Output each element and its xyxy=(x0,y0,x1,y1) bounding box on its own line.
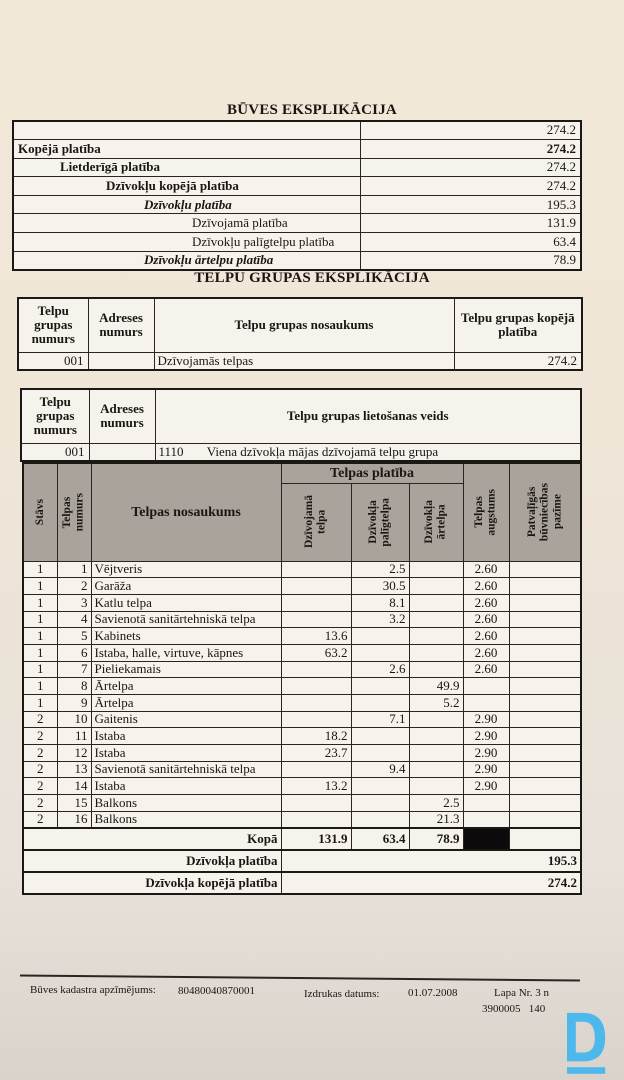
cell-patvalgas xyxy=(509,628,581,645)
lietosana-kods: 1110 xyxy=(158,443,184,459)
dzivokla-kopeja-value: 274.2 xyxy=(281,872,581,894)
cell-stavs: 2 xyxy=(23,811,57,828)
cell-patvalgas xyxy=(509,644,581,661)
footer-divider xyxy=(20,975,580,981)
cell-augstums xyxy=(463,678,509,695)
cell-patvalgas xyxy=(509,728,581,745)
cell-patvalgas xyxy=(509,811,581,828)
cell-telpas-numurs: 13 xyxy=(57,761,91,778)
buves-row xyxy=(13,158,581,177)
cell-paligtelpa xyxy=(351,644,409,661)
cell-artelpa: 5.2 xyxy=(409,695,463,712)
cell-patvalgas xyxy=(509,695,581,712)
cell-telpas-nosaukums: Kabinets xyxy=(91,628,281,645)
cell-telpas-numurs: 6 xyxy=(57,644,91,661)
cell-paligtelpa: 2.5 xyxy=(351,561,409,578)
kopa-paligtelpa: 63.4 xyxy=(351,828,409,850)
cell-stavs: 2 xyxy=(23,761,57,778)
cell-telpas-numurs: 2 xyxy=(57,578,91,595)
cell-telpas-nosaukums: Savienotā sanitārtehniskā telpa xyxy=(91,611,281,628)
grupas-nosaukums: Dzīvojamās telpas xyxy=(154,352,454,370)
cell-augstums: 2.90 xyxy=(463,711,509,728)
buves-row xyxy=(13,233,581,252)
cell-telpas-numurs: 1 xyxy=(57,561,91,578)
dzivokla-platiba-value: 195.3 xyxy=(281,850,581,872)
table-row xyxy=(23,778,581,795)
cell-artelpa xyxy=(409,594,463,611)
cell-dzivojama xyxy=(281,678,351,695)
telpas-table xyxy=(22,462,582,895)
buves-row xyxy=(13,195,581,214)
cell-stavs: 2 xyxy=(23,711,57,728)
cell-augstums: 2.60 xyxy=(463,611,509,628)
cell-stavs: 1 xyxy=(23,661,57,678)
cell-augstums: 2.90 xyxy=(463,728,509,745)
logo-underline xyxy=(567,1067,605,1074)
cell-patvalgas xyxy=(509,745,581,762)
cell-telpas-numurs: 5 xyxy=(57,628,91,645)
cell-telpas-nosaukums: Ārtelpa xyxy=(91,678,281,695)
cell-stavs: 2 xyxy=(23,795,57,812)
header-lietosana-adrese: Adreses numurs xyxy=(89,389,155,443)
table-row xyxy=(23,811,581,828)
header-paligtelpa: Dzīvokļa palīgtelpa xyxy=(351,483,409,561)
cell-telpas-numurs: 10 xyxy=(57,711,91,728)
kopa-patvalgas xyxy=(509,828,581,850)
lietosana-numurs: 001 xyxy=(21,443,89,461)
cell-augstums xyxy=(463,811,509,828)
cell-dzivojama xyxy=(281,661,351,678)
cell-telpas-nosaukums: Savienotā sanitārtehniskā telpa xyxy=(91,761,281,778)
cell-patvalgas xyxy=(509,561,581,578)
cell-augstums: 2.60 xyxy=(463,561,509,578)
buves-row xyxy=(13,251,581,270)
datums-value: 01.07.2008 xyxy=(408,987,458,999)
cell-artelpa xyxy=(409,711,463,728)
cell-artelpa xyxy=(409,611,463,628)
grupas-numurs: 001 xyxy=(18,352,88,370)
grupas-platiba: 274.2 xyxy=(454,352,582,370)
table-row xyxy=(23,561,581,578)
cell-dzivojama xyxy=(281,594,351,611)
cell-artelpa xyxy=(409,561,463,578)
buves-row xyxy=(13,214,581,233)
cell-telpas-numurs: 3 xyxy=(57,594,91,611)
cell-paligtelpa: 9.4 xyxy=(351,761,409,778)
cell-patvalgas xyxy=(509,594,581,611)
cell-paligtelpa xyxy=(351,795,409,812)
buves-label: Dzīvokļu kopējā platība xyxy=(13,177,360,196)
cell-telpas-numurs: 16 xyxy=(57,811,91,828)
cell-dzivojama: 18.2 xyxy=(281,728,351,745)
table-row xyxy=(23,628,581,645)
cell-telpas-nosaukums: Pieliekamais xyxy=(91,661,281,678)
dzivokla-platiba-label: Dzīvokļa platība xyxy=(23,850,281,872)
cell-paligtelpa xyxy=(351,695,409,712)
header-lietosana-veids: Telpu grupas lietošanas veids xyxy=(155,389,581,443)
buves-label: Lietderīgā platība xyxy=(13,158,360,177)
cell-artelpa xyxy=(409,778,463,795)
buves-label: Dzīvokļu palīgtelpu platība xyxy=(13,233,360,252)
cell-augstums: 2.60 xyxy=(463,644,509,661)
cell-dzivojama xyxy=(281,811,351,828)
buves-value: 78.9 xyxy=(360,251,581,270)
cell-augstums: 2.90 xyxy=(463,761,509,778)
kopa-label: Kopā xyxy=(23,828,281,850)
cell-telpas-numurs: 11 xyxy=(57,728,91,745)
cell-patvalgas xyxy=(509,778,581,795)
buves-table xyxy=(12,120,582,271)
cell-paligtelpa: 3.2 xyxy=(351,611,409,628)
cell-telpas-nosaukums: Istaba xyxy=(91,745,281,762)
lietosana-veids-cell xyxy=(155,443,581,461)
cell-stavs: 1 xyxy=(23,594,57,611)
cell-augstums: 2.90 xyxy=(463,745,509,762)
dzivokla-kopeja-label: Dzīvokļa kopējā platība xyxy=(23,872,281,894)
dzivokla-kopeja-row xyxy=(23,872,581,894)
lapa-number: Lapa Nr. 3 n xyxy=(494,987,549,999)
buves-label: Kopējā platība xyxy=(13,140,360,159)
header-adreses-numurs: Adreses numurs xyxy=(88,298,154,352)
cell-telpas-nosaukums: Balkons xyxy=(91,795,281,812)
cell-dzivojama: 13.6 xyxy=(281,628,351,645)
buves-label: Dzīvokļu ārtelpu platība xyxy=(13,251,360,270)
buves-row xyxy=(13,177,581,196)
header-telpas-platiba: Telpas platība xyxy=(281,463,463,483)
cell-paligtelpa xyxy=(351,745,409,762)
dzivokla-platiba-row xyxy=(23,850,581,872)
kopa-dzivojama: 131.9 xyxy=(281,828,351,850)
buves-row xyxy=(13,121,581,140)
cell-stavs: 1 xyxy=(23,578,57,595)
lietosana-adrese xyxy=(89,443,155,461)
cell-dzivojama xyxy=(281,711,351,728)
cell-artelpa: 49.9 xyxy=(409,678,463,695)
cell-telpas-nosaukums: Garāža xyxy=(91,578,281,595)
cell-telpas-numurs: 4 xyxy=(57,611,91,628)
cell-telpas-numurs: 14 xyxy=(57,778,91,795)
cell-dzivojama: 23.7 xyxy=(281,745,351,762)
table-row xyxy=(23,594,581,611)
lietosana-veids: Viena dzīvokļa mājas dzīvojamā telpu grupa xyxy=(206,443,439,459)
cell-dzivojama xyxy=(281,761,351,778)
cell-artelpa xyxy=(409,628,463,645)
table-row xyxy=(23,728,581,745)
cell-telpas-numurs: 12 xyxy=(57,745,91,762)
cell-augstums: 2.90 xyxy=(463,778,509,795)
cell-paligtelpa xyxy=(351,811,409,828)
table-row xyxy=(23,678,581,695)
header-augstums: Telpas augstums xyxy=(463,463,509,561)
kadastra-value: 80480040870001 xyxy=(178,985,255,997)
cell-patvalgas xyxy=(509,578,581,595)
cell-artelpa xyxy=(409,644,463,661)
grupas-table xyxy=(17,297,583,371)
header-patvalgas: Patvaļīgās būvniecības pazīme xyxy=(509,463,581,561)
table-row xyxy=(23,661,581,678)
cell-telpas-numurs: 9 xyxy=(57,695,91,712)
cell-artelpa xyxy=(409,745,463,762)
cell-patvalgas xyxy=(509,711,581,728)
buves-row xyxy=(13,140,581,159)
header-grupas-numurs: Telpu grupas numurs xyxy=(18,298,88,352)
cell-augstums: 2.60 xyxy=(463,628,509,645)
datums-label: Izdrukas datums: xyxy=(304,988,380,1000)
cell-patvalgas xyxy=(509,795,581,812)
header-stavs: Stāvs xyxy=(23,463,57,561)
header-grupas-platiba: Telpu grupas kopējā platība xyxy=(454,298,582,352)
grupas-title: TELPU GRUPAS EKSPLIKĀCIJA xyxy=(194,270,430,286)
cell-artelpa xyxy=(409,661,463,678)
cell-stavs: 1 xyxy=(23,561,57,578)
lietosana-table xyxy=(20,388,582,462)
cell-augstums xyxy=(463,695,509,712)
cell-telpas-nosaukums: Balkons xyxy=(91,811,281,828)
cell-artelpa xyxy=(409,761,463,778)
table-row xyxy=(23,578,581,595)
cell-telpas-numurs: 7 xyxy=(57,661,91,678)
cell-augstums xyxy=(463,795,509,812)
buves-value: 131.9 xyxy=(360,214,581,233)
buves-title: BŪVES EKSPLIKĀCIJA xyxy=(227,102,397,118)
cell-stavs: 2 xyxy=(23,778,57,795)
buves-value: 195.3 xyxy=(360,195,581,214)
kopa-row xyxy=(23,828,581,850)
cell-paligtelpa: 7.1 xyxy=(351,711,409,728)
cell-telpas-numurs: 8 xyxy=(57,678,91,695)
cell-artelpa xyxy=(409,578,463,595)
cell-dzivojama xyxy=(281,561,351,578)
cell-paligtelpa: 2.6 xyxy=(351,661,409,678)
grupas-adrese xyxy=(88,352,154,370)
cell-augstums: 2.60 xyxy=(463,578,509,595)
cell-paligtelpa xyxy=(351,778,409,795)
table-row xyxy=(23,695,581,712)
buves-label xyxy=(13,121,360,140)
cell-dzivojama xyxy=(281,578,351,595)
cell-paligtelpa: 30.5 xyxy=(351,578,409,595)
cell-telpas-nosaukums: Istaba xyxy=(91,728,281,745)
header-artelpa: Dzīvokļa ārtelpa xyxy=(409,483,463,561)
cell-patvalgas xyxy=(509,678,581,695)
cell-paligtelpa: 8.1 xyxy=(351,594,409,611)
cell-dzivojama xyxy=(281,695,351,712)
cell-paligtelpa xyxy=(351,678,409,695)
cell-stavs: 1 xyxy=(23,628,57,645)
buves-value: 274.2 xyxy=(360,140,581,159)
cell-dzivojama xyxy=(281,795,351,812)
cell-telpas-nosaukums: Vējtveris xyxy=(91,561,281,578)
kadastra-label: Būves kadastra apzīmējums: xyxy=(30,984,156,996)
cell-stavs: 2 xyxy=(23,745,57,762)
cell-patvalgas xyxy=(509,761,581,778)
buves-label: Dzīvokļu platība xyxy=(13,195,360,214)
buves-value: 63.4 xyxy=(360,233,581,252)
document-code: 3900005 140 xyxy=(482,1003,546,1015)
cell-artelpa: 21.3 xyxy=(409,811,463,828)
cell-telpas-nosaukums: Istaba xyxy=(91,778,281,795)
cell-dzivojama: 63.2 xyxy=(281,644,351,661)
header-telpas-numurs: Telpas numurs xyxy=(57,463,91,561)
cell-augstums: 2.60 xyxy=(463,661,509,678)
table-row xyxy=(23,745,581,762)
header-telpas-nosaukums: Telpas nosaukums xyxy=(91,463,281,561)
table-row xyxy=(23,795,581,812)
cell-telpas-nosaukums: Ārtelpa xyxy=(91,695,281,712)
buves-value: 274.2 xyxy=(360,121,581,140)
header-grupas-nosaukums: Telpu grupas nosaukums xyxy=(154,298,454,352)
kopa-artelpa: 78.9 xyxy=(409,828,463,850)
buves-label: Dzīvojamā platība xyxy=(13,214,360,233)
table-row xyxy=(23,644,581,661)
cell-telpas-nosaukums: Istaba, halle, virtuve, kāpnes xyxy=(91,644,281,661)
cell-artelpa: 2.5 xyxy=(409,795,463,812)
cell-augstums: 2.60 xyxy=(463,594,509,611)
table-row xyxy=(23,611,581,628)
cell-stavs: 2 xyxy=(23,728,57,745)
table-row xyxy=(23,761,581,778)
cell-stavs: 1 xyxy=(23,695,57,712)
cell-stavs: 1 xyxy=(23,644,57,661)
cell-telpas-numurs: 15 xyxy=(57,795,91,812)
watermark-logo-icon xyxy=(566,1010,612,1076)
cell-telpas-nosaukums: Gaitenis xyxy=(91,711,281,728)
cell-telpas-nosaukums: Katlu telpa xyxy=(91,594,281,611)
buves-value: 274.2 xyxy=(360,177,581,196)
kopa-augstums-blacked xyxy=(463,828,509,850)
cell-paligtelpa xyxy=(351,728,409,745)
cell-dzivojama: 13.2 xyxy=(281,778,351,795)
buves-value: 274.2 xyxy=(360,158,581,177)
cell-stavs: 1 xyxy=(23,678,57,695)
cell-patvalgas xyxy=(509,611,581,628)
header-lietosana-numurs: Telpu grupas numurs xyxy=(21,389,89,443)
table-row xyxy=(23,711,581,728)
logo-letter-d xyxy=(567,1013,605,1061)
cell-paligtelpa xyxy=(351,628,409,645)
cell-artelpa xyxy=(409,728,463,745)
header-dzivojama: Dzīvojamā telpa xyxy=(281,483,351,561)
cell-stavs: 1 xyxy=(23,611,57,628)
cell-dzivojama xyxy=(281,611,351,628)
cell-patvalgas xyxy=(509,661,581,678)
